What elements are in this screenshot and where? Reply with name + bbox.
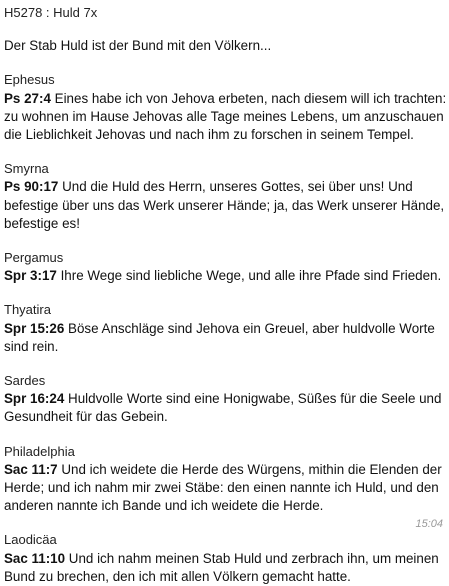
verse-line [4,479,445,497]
verse-text: Bund zu brechen, den ich mit allen Völkern gemacht hatte. [4,568,351,584]
verse-reference: Spr 3:17 [4,268,57,284]
verse-line [4,568,445,586]
verse-line [4,461,445,479]
verse-reference: Ps 27:4 [4,90,51,106]
verse-section [4,301,445,356]
verse-section [4,372,445,427]
verse-text: befestige es! [4,215,80,231]
verse-section [4,531,445,586]
message-title: H5278 : Huld 7x [4,5,98,20]
message-timestamp: 15:04 [415,517,443,530]
verse-line [4,320,445,338]
verse-text: Herde; und ich nahm mir zwei Stäbe: den einen nannte ich Huld, und den [4,480,439,496]
church-name: Smyrna [4,161,49,177]
verse-text: Huldvolle Worte sind eine Honigwabe, Süßes für die Seele und [68,391,442,407]
verse-line [4,215,445,233]
verse-text: Und ich weidete die Herde des Würgens, mithin die Elenden der [61,461,442,477]
verse-section [4,71,445,144]
verse-text: die Lieblichkeit Jehovas und nach ihm zu forschen in seinem Tempel. [4,127,414,143]
message-intro: Der Stab Huld ist der Bund mit den Völkern... [4,38,272,54]
church-name: Ephesus [4,72,55,88]
verse-line [4,178,445,196]
verse-text: zu wohnen im Hause Jehovas alle Tage meines Lebens, um anzuschauen [4,108,444,124]
verse-text: Gesundheit für das Gebein. [4,409,168,425]
verse-text: Eines habe ich von Jehova erbeten, nach diesem will ich trachten: [54,90,447,106]
verse-list [4,71,445,586]
verse-line [4,408,445,426]
church-name: Thyatira [4,302,51,318]
verse-reference: Spr 16:24 [4,391,65,407]
verse-reference: Sac 11:7 [4,461,58,477]
church-name: Philadelphia [4,443,75,459]
verse-reference: Ps 90:17 [4,179,59,195]
verse-reference: Spr 15:26 [4,320,65,336]
verse-text: befestige über uns das Werk unserer Hände; ja, das Werk unserer Hände, [4,197,445,213]
church-name: Sardes [4,373,46,389]
church-name: Laodicäa [4,532,57,548]
verse-line [4,267,445,285]
verse-line [4,550,445,568]
verse-line [4,197,445,215]
verse-line [4,108,445,126]
verse-text: Und ich nahm meinen Stab Huld und zerbrach ihn, um meinen [68,550,439,566]
verse-text: sind rein. [4,338,59,354]
verse-line [4,338,445,356]
verse-section [4,249,445,285]
verse-text: Ihre Wege sind liebliche Wege, und alle ihre Pfade sind Frieden. [60,268,442,284]
verse-line [4,90,445,108]
verse-reference: Sac 11:10 [4,550,66,566]
verse-text: Und die Huld des Herrn, unseres Gottes, sei über uns! Und [62,179,413,195]
church-name: Pergamus [4,250,64,266]
verse-line [4,497,445,515]
verse-text: Böse Anschläge sind Jehova ein Greuel, aber huldvolle Worte [68,320,435,336]
verse-section [4,160,445,233]
verse-line [4,126,445,144]
verse-text: anderen nannte ich Bande und ich weidete die Herde. [4,498,324,514]
verse-section [4,443,445,516]
verse-line [4,390,445,408]
